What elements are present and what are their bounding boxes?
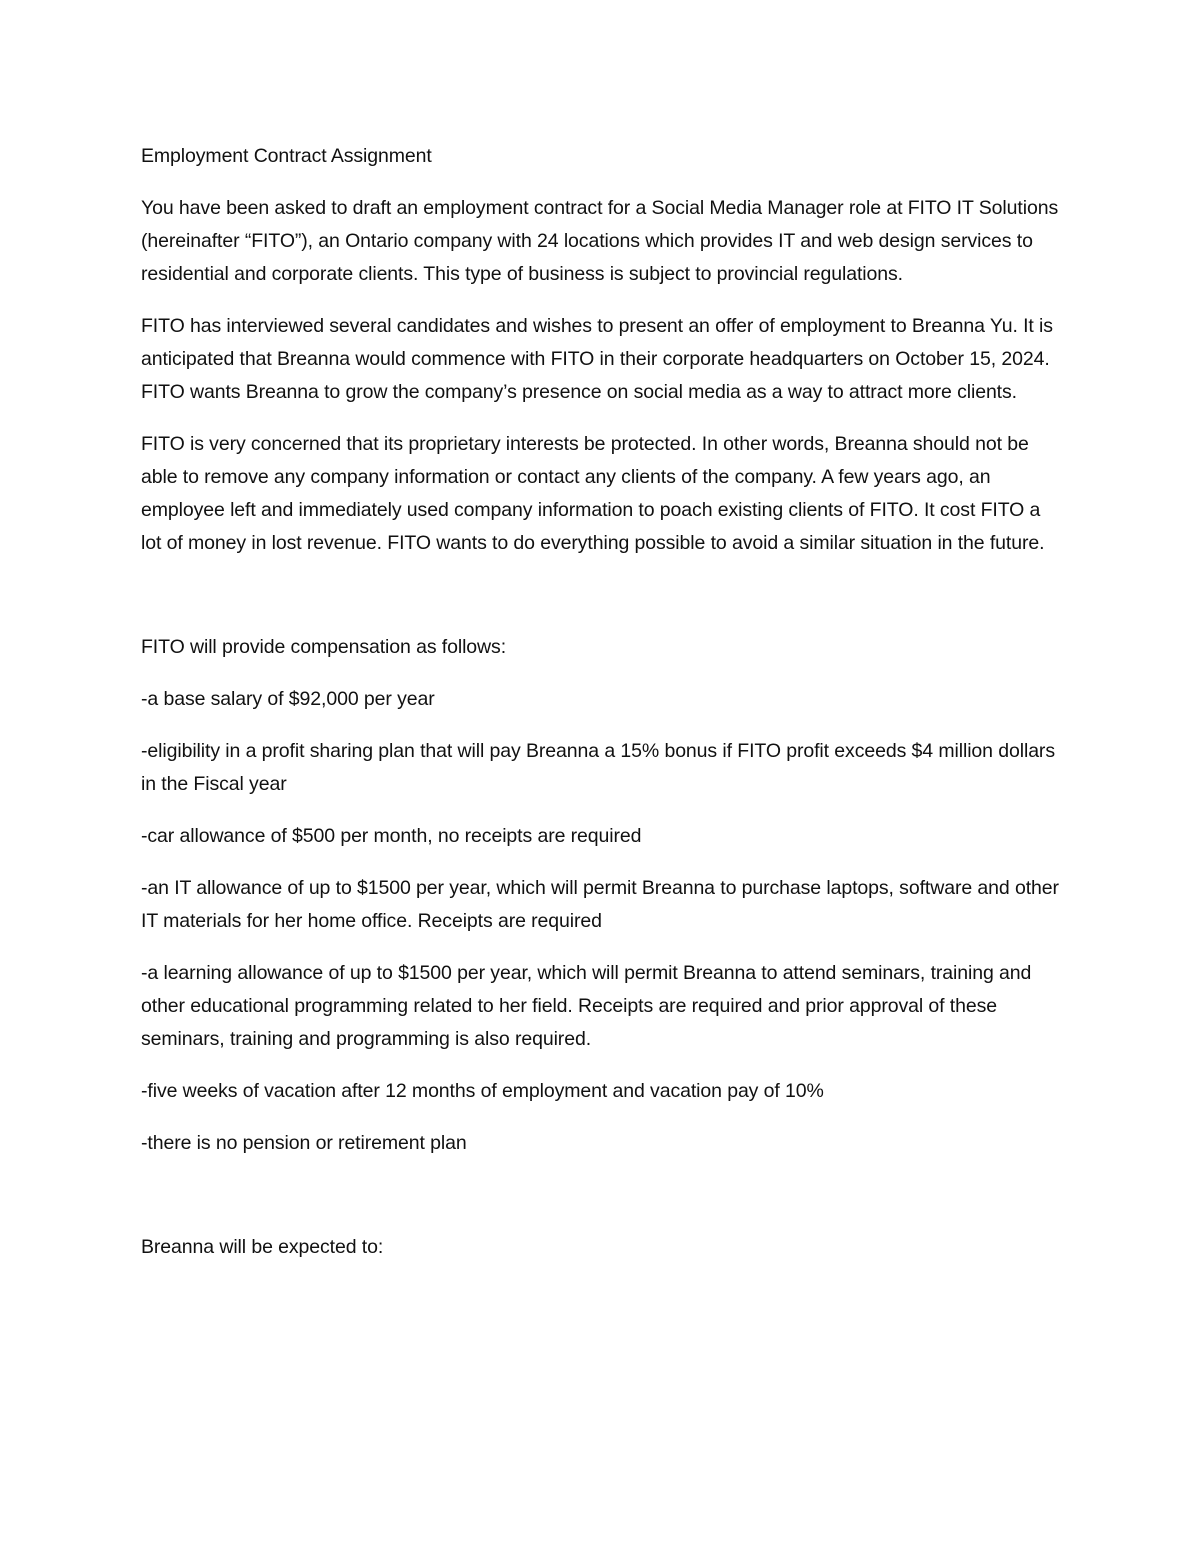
- intro-paragraph: You have been asked to draft an employment contract for a Social Media Manager role at FITO IT Solutions (hereinafter “FITO”), an Ontario company with 24 locations which provides IT and web design services to residential and corporate clients. This type of business is subject to provincial regulations.: [141, 197, 1059, 285]
- compensation-intro: FITO will provide compensation as follows:: [141, 636, 507, 658]
- expectations-intro: Breanna will be expected to:: [141, 1236, 384, 1258]
- compensation-item-pension: -there is no pension or retirement plan: [141, 1132, 467, 1154]
- compensation-item-learning-allowance: -a learning allowance of up to $1500 per year, which will permit Breanna to attend seminars, training and other educational programming related to her field. Receipts are required and prior approval of these seminars, training and programming is also required.: [141, 962, 1032, 1050]
- compensation-item-profit-sharing: -eligibility in a profit sharing plan that will pay Breanna a 15% bonus if FITO profit exceeds $4 million dollars in the Fiscal year: [141, 740, 1055, 795]
- compensation-item-it-allowance: -an IT allowance of up to $1500 per year, which will permit Breanna to purchase laptops, software and other IT materials for her home office. Receipts are required: [141, 877, 1059, 932]
- document-body: [141, 140, 1061, 1283]
- section-spacer: [141, 579, 1061, 631]
- proprietary-interests-paragraph: FITO is very concerned that its proprietary interests be protected. In other words, Breanna should not be able to remove any company information or contact any clients of the company. A few years ago, an employee left and immediately used company information to poach existing clients of FITO. It cost FITO a lot of money in lost revenue. FITO wants to do everything possible to avoid a similar situation in the future.: [141, 433, 1045, 554]
- document-title: Employment Contract Assignment: [141, 145, 432, 167]
- section-spacer: [141, 1179, 1061, 1231]
- compensation-item-base-salary: -a base salary of $92,000 per year: [141, 688, 435, 710]
- compensation-item-car-allowance: -car allowance of $500 per month, no receipts are required: [141, 825, 642, 847]
- candidate-paragraph: FITO has interviewed several candidates and wishes to present an offer of employment to Breanna Yu. It is anticipated that Breanna would commence with FITO in their corporate headquarters on October 15, 2024. FITO wants Breanna to grow the company’s presence on social media as a way to attract more clients.: [141, 315, 1053, 403]
- compensation-item-vacation: -five weeks of vacation after 12 months of employment and vacation pay of 10%: [141, 1080, 824, 1102]
